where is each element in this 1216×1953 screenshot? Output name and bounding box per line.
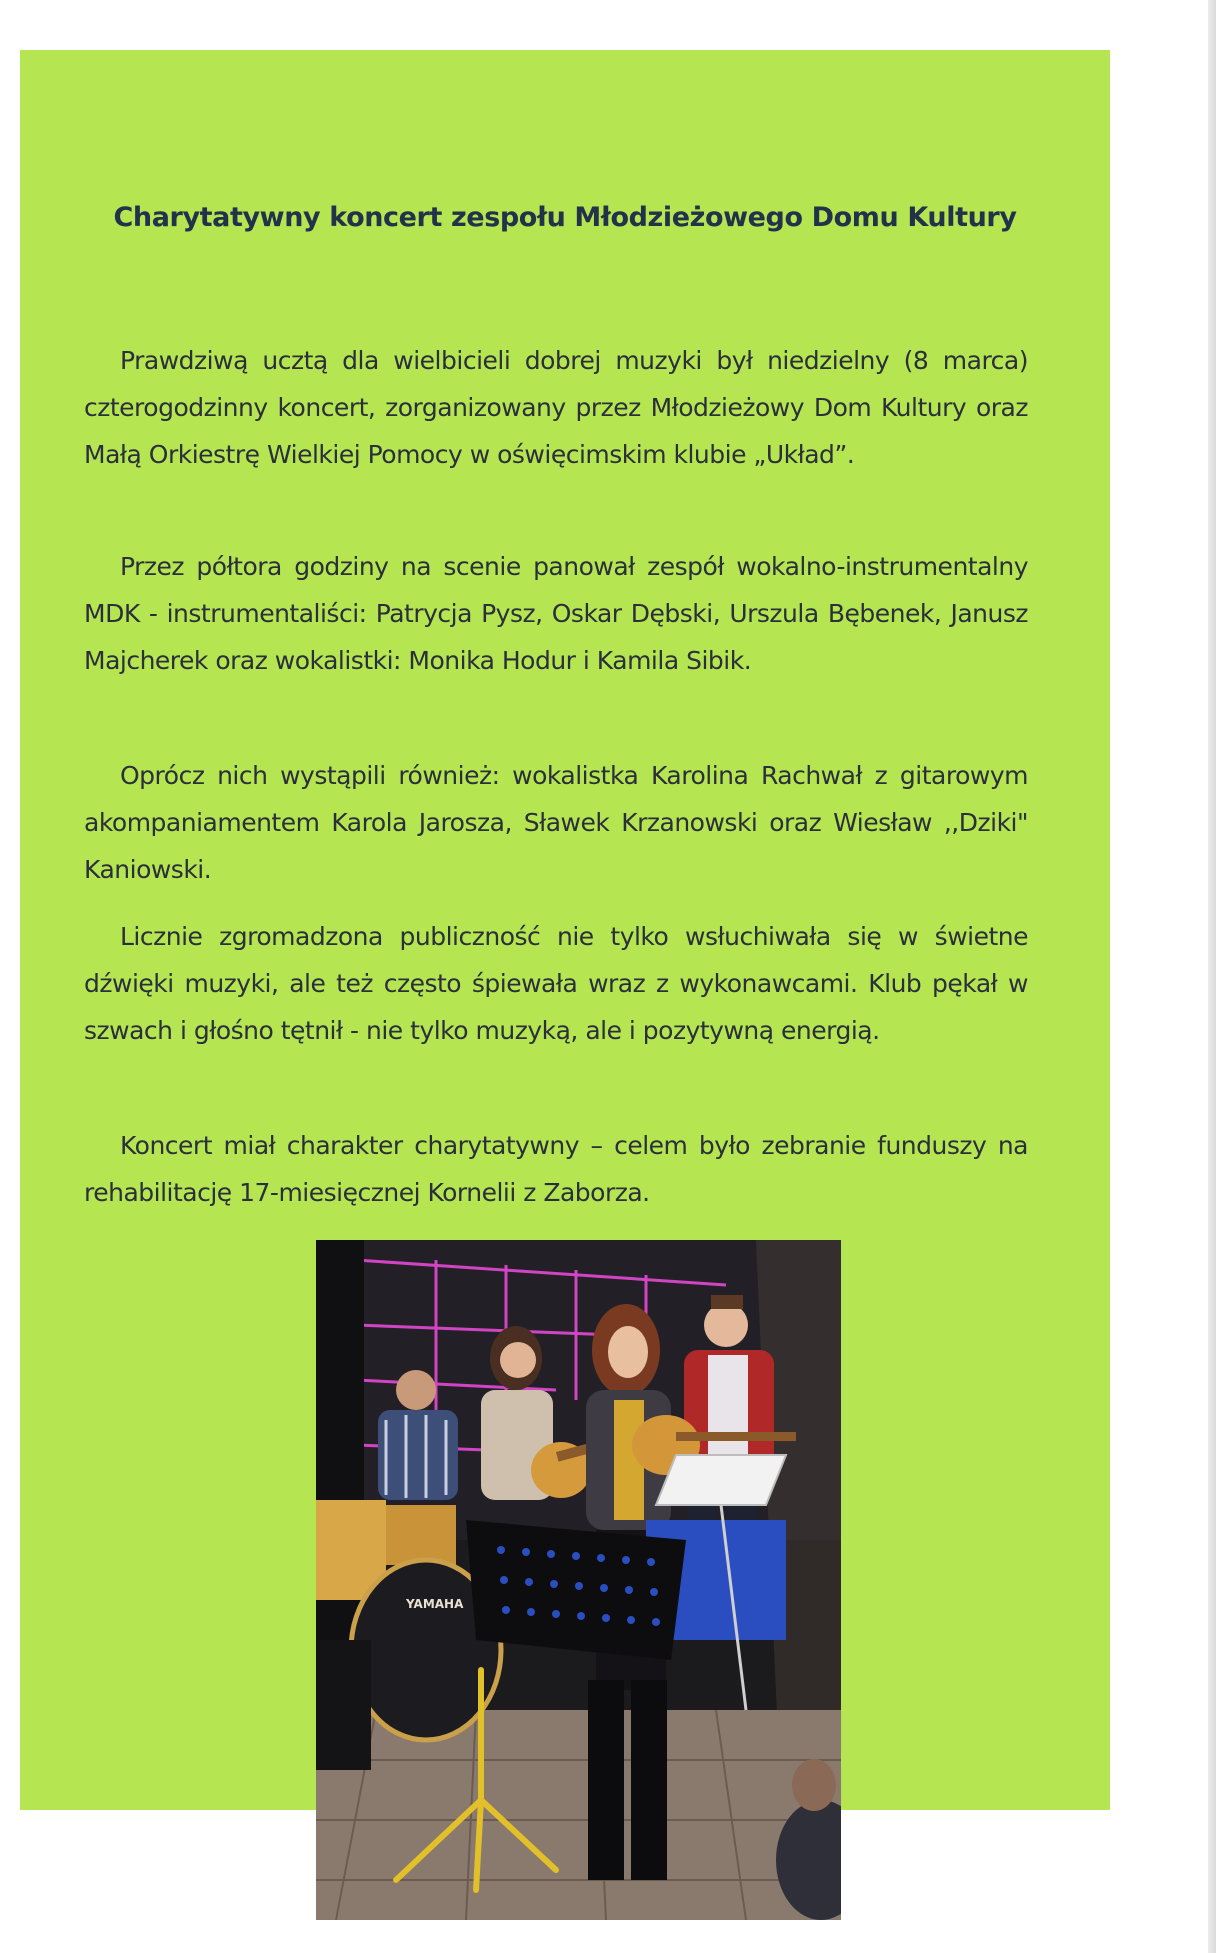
paragraph-1: Prawdziwą ucztą dla wielbicieli dobrej muzyki był niedzielny (8 marca) czterogodzinny koncert, zorganizowany przez Młodzieżowy Dom Kultury oraz Małą Orkiestrę Wielkiej Pomocy w oświęcimskim klubie „Układ”. bbox=[84, 346, 1028, 469]
paragraph-5: Koncert miał charakter charytatywny – celem było zebranie funduszy na rehabilitację 17-miesięcznej Kornelii z Zaborza. bbox=[84, 1131, 1028, 1207]
drum-brand-label: YAMAHA bbox=[406, 1597, 464, 1611]
paragraph-2: Przez półtora godziny na scenie panował zespół wokalno-instrumentalny MDK - instrumentaliści: Patrycja Pysz, Oskar Dębski, Urszula Bębenek, Janusz Majcherek oraz wokalistki: Monika Hodur i Kamila Sibik. bbox=[84, 552, 1028, 675]
concert-photo bbox=[316, 1240, 841, 1920]
paragraph-3: Oprócz nich wystąpili również: wokalistka Karolina Rachwał z gitarowym akompaniamentem Karola Jarosza, Sławek Krzanowski oraz Wiesław ,,Dziki" Kaniowski. bbox=[84, 761, 1028, 884]
paragraph-4: Licznie zgromadzona publiczność nie tylko wsłuchiwała się w świetne dźwięki muzyki, ale też często śpiewała wraz z wykonawcami. Klub pękał w szwach i głośno tętnił - nie tylko muzyką, ale i pozytywną energią. bbox=[84, 922, 1028, 1045]
article-title: Charytatywny koncert zespołu Młodzieżowego Domu Kultury bbox=[113, 202, 1017, 233]
scan-edge-shadow bbox=[1208, 0, 1216, 1953]
concert-photo-illustration bbox=[316, 1240, 841, 1920]
